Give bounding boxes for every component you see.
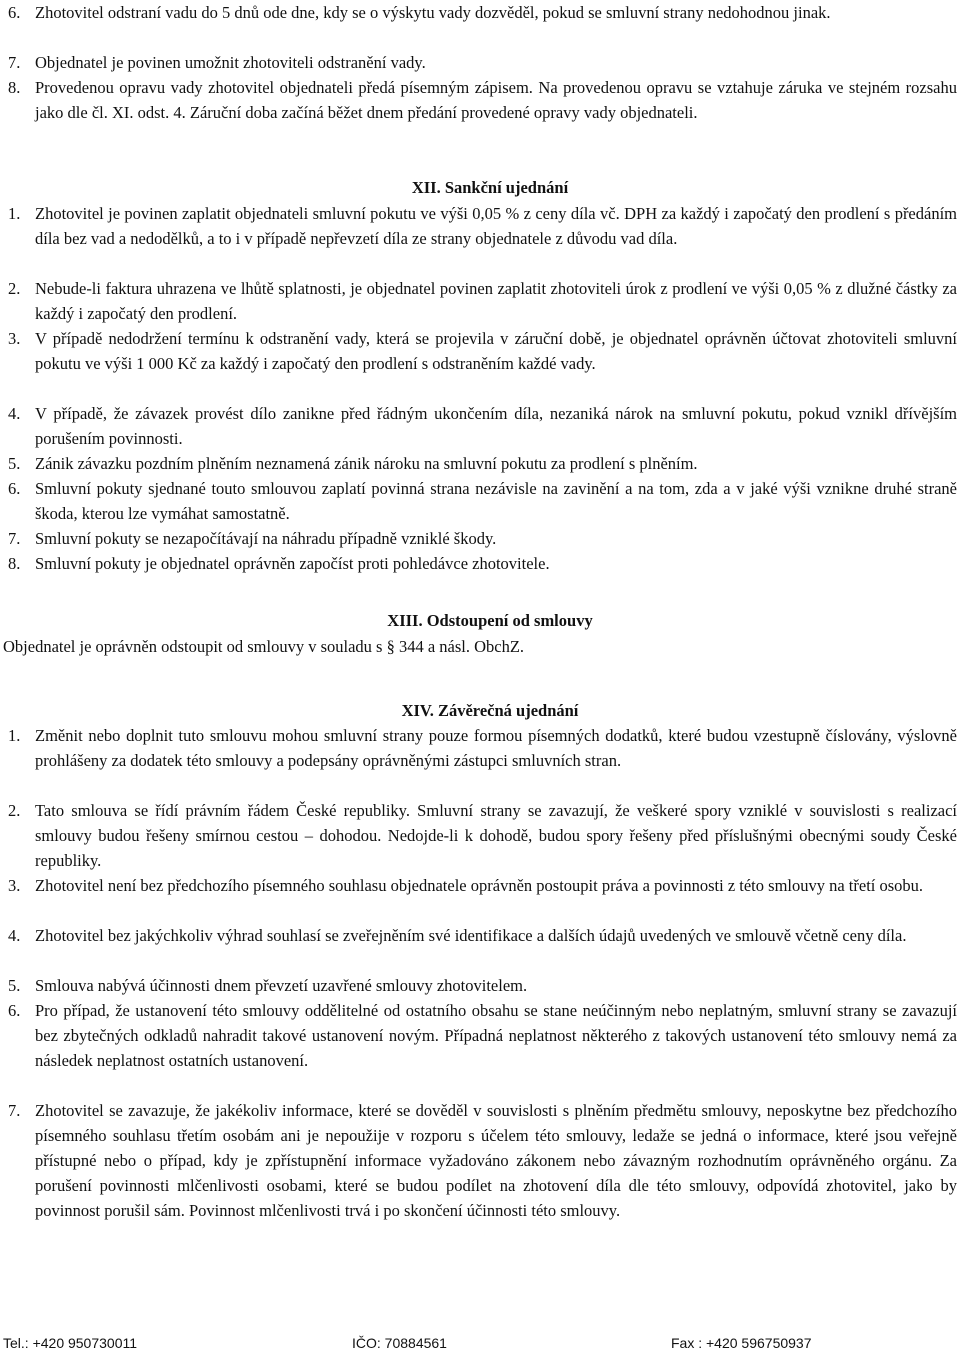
item-number: 7. [8, 529, 21, 548]
section-heading-xii: XII. Sankční ujednání [411, 178, 569, 197]
item-text: Pro případ, že ustanovení této smlouvy oddělitelné od ostatního obsahu se stane neúčinným nebo neplatným, smluvní strany se zavazují bez zbytečných odkladů nahradit takové ustanovení novým. Případná neplatnost některého z takových ustanovení této smlouvy nemá za následek neplatnost ostatních ustanovení. [35, 1001, 957, 1070]
footer-ico: IČO: 70884561 [352, 1335, 447, 1351]
item-text: Smluvní pokuty je objednatel oprávněn započíst proti pohledávce zhotovitele. [35, 554, 550, 573]
item-text: Smluvní pokuty sjednané touto smlouvou zaplatí povinná strana nezávisle na zavinění a na tom, zda a v jaké výši vznikne druhé straně škoda, kterou lze vymáhat samostatně. [35, 479, 957, 523]
list-item [8, 1098, 957, 1223]
item-text: Objednatel je povinen umožnit zhotoviteli odstranění vady. [35, 53, 426, 72]
list-item [8, 873, 957, 898]
item-text: Smluvní pokuty se nezapočítávají na náhradu případně vzniklé škody. [35, 529, 497, 548]
item-number: 5. [8, 976, 21, 995]
item-number: 7. [8, 1101, 21, 1120]
list-item [8, 75, 957, 125]
list-item [8, 798, 957, 873]
item-number: 4. [8, 926, 21, 945]
item-number: 1. [8, 204, 21, 223]
item-number: 2. [8, 801, 21, 820]
item-text: Provedenou opravu vady zhotovitel objednateli předá písemným zápisem. Na provedenou opravu se vztahuje záruka ve stejném rozsahu jako dle čl. XI. odst. 4. Záruční doba začíná běžet dnem předání provedené opravy vady objednateli. [35, 78, 957, 122]
footer-fax: Fax : +420 596750937 [671, 1335, 812, 1351]
list-item [8, 201, 957, 251]
item-number: 6. [8, 3, 21, 22]
footer-phone: Tel.: +420 950730011 [3, 1335, 138, 1351]
item-text: Nebude-li faktura uhrazena ve lhůtě splatnosti, je objednatel povinen zaplatit zhotoviteli úrok z prodlení ve výši 0,05 % z dlužné částky za každý i započatý den prodlení. [35, 279, 957, 323]
item-text: Změnit nebo doplnit tuto smlouvu mohou smluvní strany pouze formou písemných dodatků, které budou vzestupně číslovány, výslovně prohlášeny za dodatek této smlouvy a podepsány oprávněnými zástupci smluvních stran. [35, 726, 957, 770]
item-text: Zánik závazku pozdním plněním neznamená zánik nároku na smluvní pokutu za prodlení s plněním. [35, 454, 698, 473]
item-number: 6. [8, 1001, 21, 1020]
item-number: 3. [8, 329, 21, 348]
list-item [8, 973, 957, 998]
item-text: Smlouva nabývá účinnosti dnem převzetí uzavřené smlouvy zhotovitelem. [35, 976, 528, 995]
item-text: Zhotovitel bez jakýchkoliv výhrad souhlasí se zveřejněním své identifikace a dalších údajů uvedených ve smlouvě včetně ceny díla. [35, 926, 907, 945]
item-text: Zhotovitel není bez předchozího písemného souhlasu objednatele oprávněn postoupit práva a povinnosti z této smlouvy na třetí osobu. [35, 876, 924, 895]
list-item [8, 723, 957, 773]
item-text: Tato smlouva se řídí právním řádem České republiky. Smluvní strany se zavazují, že veškeré spory vzniklé v souvislosti s realizací smlouvy budou řešeny smírnou cestou – dohodou. Nedojde-li k dohodě, budou spory řešeny před příslušnými obecnými soudy České republiky. [35, 801, 957, 870]
item-number: 8. [8, 78, 21, 97]
list-item [8, 50, 957, 75]
list-item [8, 998, 957, 1073]
item-number: 1. [8, 726, 21, 745]
section-heading-xiii: XIII. Odstoupení od smlouvy [387, 611, 593, 630]
item-text: V případě nedodržení termínu k odstranění vady, která se projevila v záruční době, je objednatel oprávněn účtovat zhotoviteli smluvní pokutu ve výši 1 000 Kč za každý i započatý den prodlení s odstraněním každé vady. [35, 329, 957, 373]
list-item [8, 923, 957, 948]
item-text: Zhotovitel odstraní vadu do 5 dnů ode dne, kdy se o výskytu vady dozvěděl, pokud se smluvní strany nedohodnou jinak. [35, 3, 831, 22]
list-item [8, 551, 957, 576]
item-number: 5. [8, 454, 21, 473]
item-number: 4. [8, 404, 21, 423]
section-heading-xiv: XIV. Závěrečná ujednání [401, 701, 579, 720]
list-item [8, 276, 957, 326]
list-item [8, 451, 957, 476]
list-item [8, 476, 957, 526]
list-item [8, 326, 957, 376]
list-item [8, 401, 957, 451]
list-item [8, 526, 957, 551]
item-number: 2. [8, 279, 21, 298]
section-text: Objednatel je oprávněn odstoupit od smlouvy v souladu s § 344 a násl. ObchZ. [3, 637, 525, 656]
item-text: V případě, že závazek provést dílo zanikne před řádným ukončením díla, nezaniká nárok na smluvní pokutu, pokud vznikl dřívějším porušením povinnosti. [35, 404, 957, 448]
item-number: 8. [8, 554, 21, 573]
list-item [8, 0, 957, 25]
item-number: 7. [8, 53, 21, 72]
item-text: Zhotovitel je povinen zaplatit objednateli smluvní pokutu ve výši 0,05 % z ceny díla vč. DPH za každý i započatý den prodlení s předáním díla bez vad a nedodělků, a to i v případě nepřevzetí díla ze strany objednatele z důvodu vad díla. [35, 204, 957, 248]
item-text: Zhotovitel se zavazuje, že jakékoliv informace, které se dověděl v souvislosti s plněním předmětu smlouvy, neposkytne bez předchozího písemného souhlasu třetím osobám ani je nepoužije v rozporu s účelem této smlouvy, ledaže se jedná o informace, které jsou veřejně přístupné nebo o případ, kdy je zpřístupnění informace vyžadováno zákonem nebo závazným rozhodnutím oprávněného orgánu. Za porušení povinnosti mlčenlivosti osobami, které se budou podílet na zhotovení díla dle této smlouvy, odpovídá zhotovitel, jako by povinnost porušil sám. Povinnost mlčenlivosti trvá i po skončení účinnosti této smlouvy. [35, 1101, 957, 1220]
item-number: 3. [8, 876, 21, 895]
item-number: 6. [8, 479, 21, 498]
